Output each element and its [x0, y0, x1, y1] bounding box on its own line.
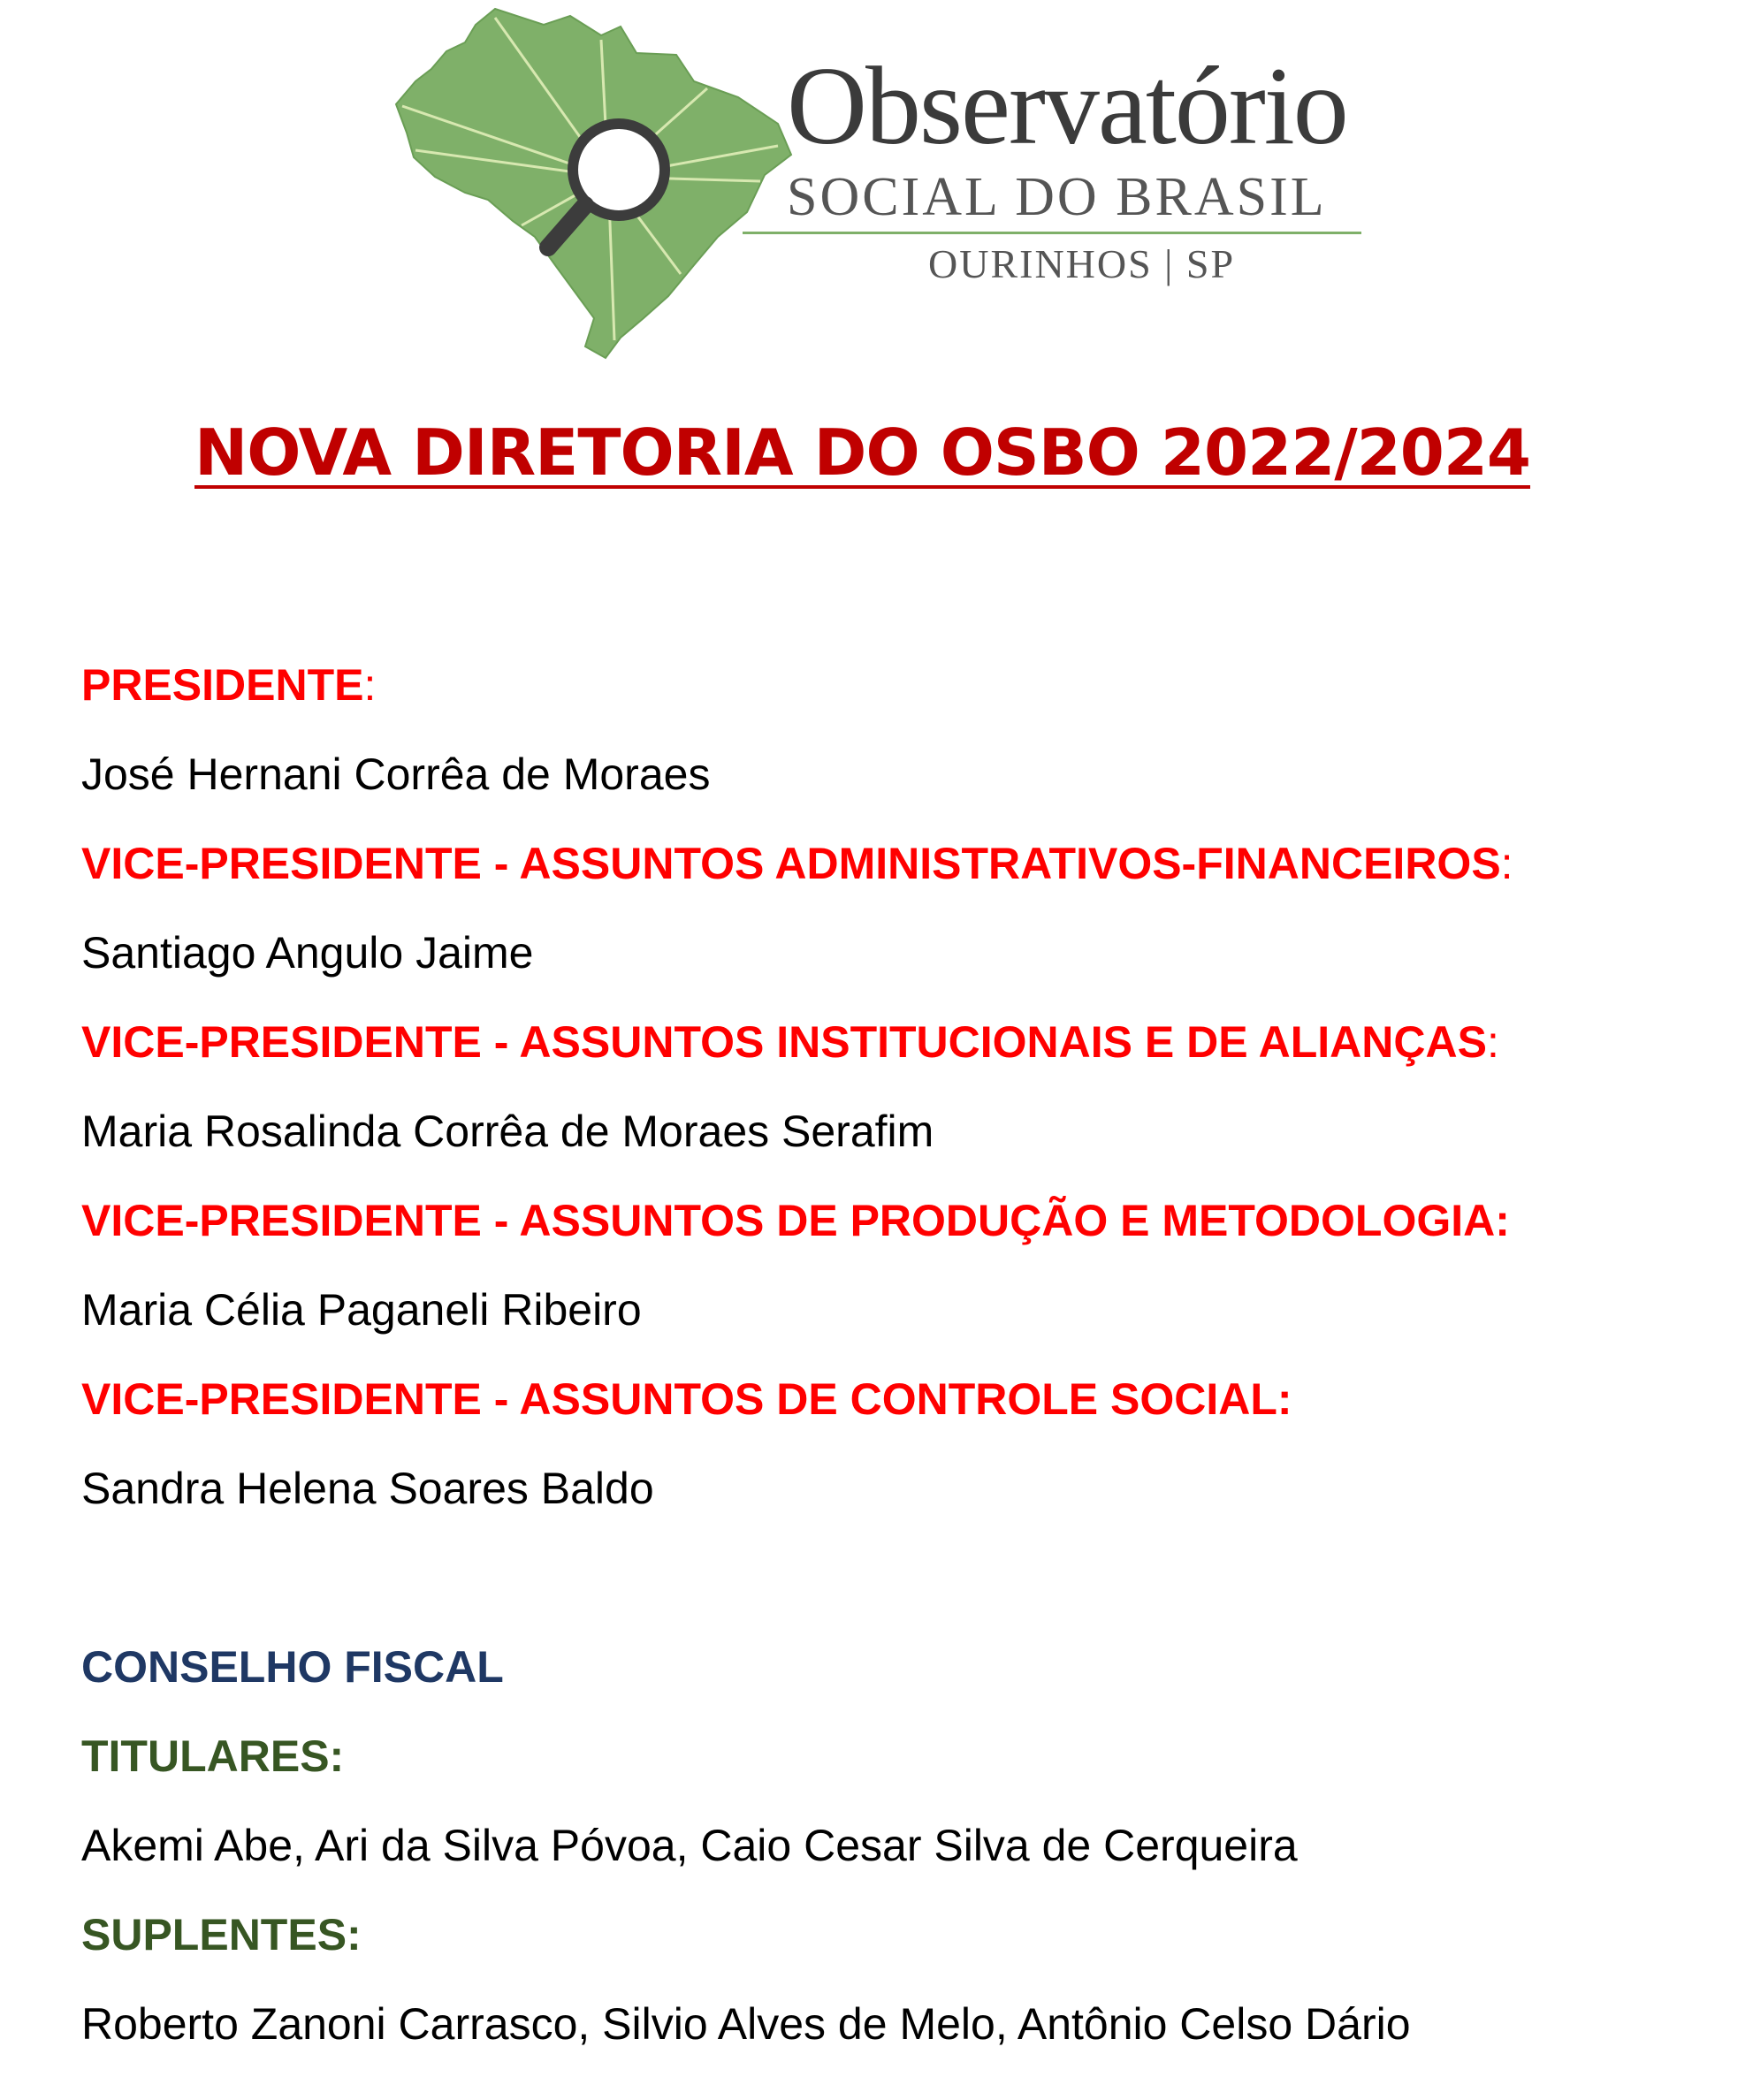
role-vp-institutional	[81, 998, 1726, 1087]
suplentes-label: SUPLENTES:	[81, 1910, 362, 1959]
role-vp-social-control	[81, 1355, 1726, 1444]
role-colon: :	[1500, 839, 1513, 888]
name-vp-institutional: Maria Rosalinda Corrêa de Moraes Serafim	[81, 1107, 934, 1156]
logo-location: OURINHOS | SP	[928, 241, 1236, 286]
role-label: VICE-PRESIDENTE - ASSUNTOS INSTITUCIONAIS E DE ALIANÇAS	[81, 1017, 1487, 1067]
role-colon: :	[1486, 1017, 1499, 1067]
role-president	[81, 641, 1726, 730]
brazil-map-magnifier-icon	[389, 0, 796, 371]
name-president: José Hernani Corrêa de Moraes	[81, 749, 711, 799]
role-label: PRESIDENTE	[81, 660, 364, 710]
name-vp-production: Maria Célia Paganeli Ribeiro	[81, 1285, 642, 1335]
logo-subtitle: SOCIAL DO BRASIL	[787, 167, 1327, 227]
role-vp-production	[81, 1176, 1726, 1266]
board-content	[81, 641, 1726, 2069]
titulares-label: TITULARES:	[81, 1731, 345, 1781]
name-vp-admin-finance: Santiago Angulo Jaime	[81, 928, 534, 978]
role-vp-admin-finance	[81, 819, 1726, 909]
suplentes-names: Roberto Zanoni Carrasco, Silvio Alves de Melo, Antônio Celso Dário	[81, 1999, 1411, 2049]
titulares-names: Akemi Abe, Ari da Silva Póvoa, Caio Cesar Silva de Cerqueira	[81, 1821, 1298, 1870]
role-label: VICE-PRESIDENTE - ASSUNTOS DE CONTROLE SOCIAL:	[81, 1374, 1292, 1424]
logo-divider	[743, 232, 1361, 234]
logo	[389, 0, 1467, 371]
role-label: VICE-PRESIDENTE - ASSUNTOS ADMINISTRATIVOS-FINANCEIROS	[81, 839, 1501, 888]
role-label: VICE-PRESIDENTE - ASSUNTOS DE PRODUÇÃO E METODOLOGIA:	[81, 1196, 1510, 1245]
council-heading: CONSELHO FISCAL	[81, 1642, 504, 1692]
name-vp-social-control: Sandra Helena Soares Baldo	[81, 1464, 654, 1513]
spacer	[81, 1533, 1726, 1623]
role-colon: :	[363, 660, 377, 710]
logo-name: Observatório	[787, 45, 1347, 168]
page-title: NOVA DIRETORIA DO OSBO 2022/2024	[194, 415, 1531, 490]
